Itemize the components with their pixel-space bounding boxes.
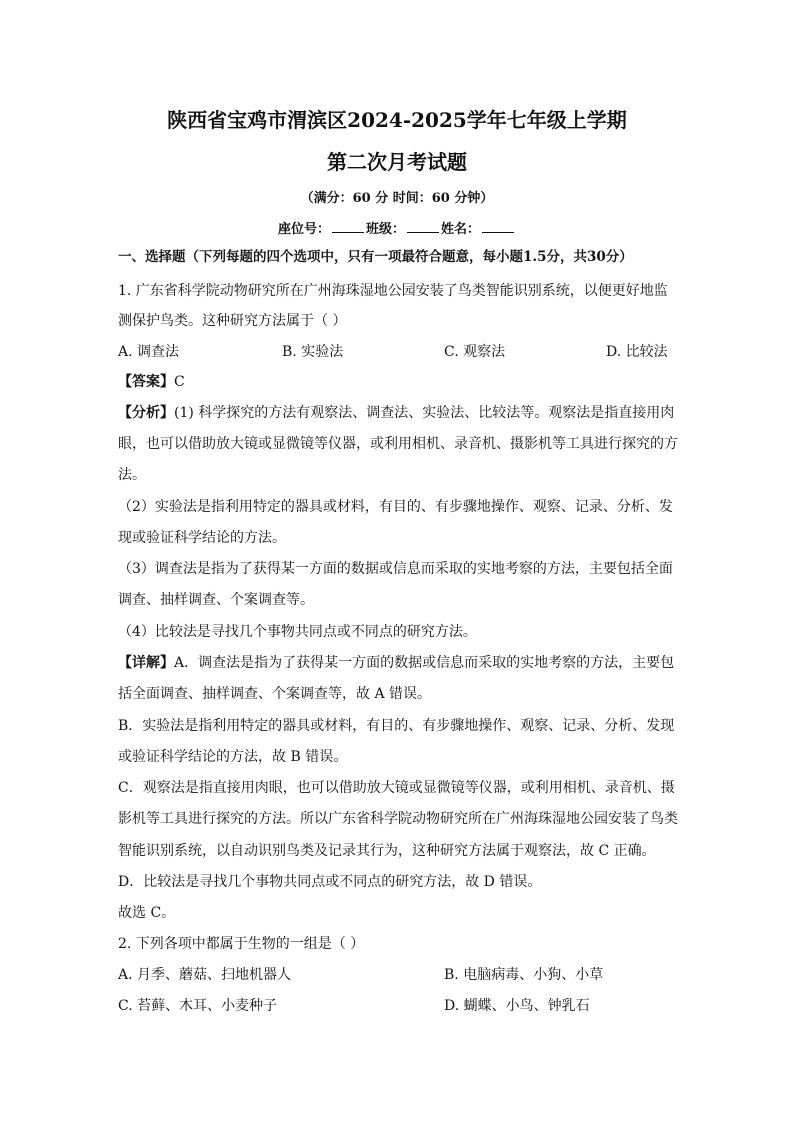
q1-analysis-line-3: 法。	[118, 467, 146, 483]
q1-detail-line-2: 括全面调查、抽样调查、个案调查等，故 A 错误。	[118, 686, 432, 702]
seat-label: 座位号：	[277, 222, 330, 237]
analysis-text: (1) 科学探究的方法有观察法、调查法、实验法、比较法等。观察法是指直接用肉	[174, 405, 675, 421]
q1-option-c: C. 观察法	[444, 344, 506, 360]
q1-detail-line-8: D．比较法是寻找几个事物共同点或不同点的研究方法，故 D 错误。	[118, 874, 542, 890]
name-blank[interactable]	[482, 220, 514, 233]
q1-detail-line-1	[118, 653, 678, 673]
title-line-1: 陕西省宝鸡市渭滨区2024-2025学年七年级上学期	[167, 108, 627, 132]
exam-meta: （满分：60 分 时间：60 分钟）	[300, 191, 494, 206]
detail-tag: 【详解】	[118, 655, 174, 671]
q1-option-b: B. 实验法	[282, 344, 344, 360]
answer-value: C	[174, 374, 185, 390]
q1-stem-line-2: 测保护鸟类。这种研究方法属于（ ）	[118, 313, 347, 329]
q1-detail-line-9: 故选 C。	[118, 905, 176, 921]
q1-detail-line-5: C．观察法是指直接用肉眼，也可以借助放大镜或显微镜等仪器，或利用相机、录音机、摄	[118, 780, 675, 796]
name-label: 姓名：	[441, 222, 481, 237]
q1-analysis-line-4: （2）实验法是指利用特定的器具或材料，有目的、有步骤地操作、观察、记录、分析、发	[118, 499, 673, 515]
student-info-line	[0, 218, 794, 237]
q1-stem-line-1: 1. 广东省科学院动物研究所在广州海珠湿地公园安装了鸟类智能识别系统，以便更好地监	[118, 283, 668, 299]
section-heading: 一、选择题（下列每题的四个选项中，只有一项最符合题意，每小题1.5分，共30分）	[118, 249, 633, 265]
seat-blank[interactable]	[332, 220, 364, 233]
q2-option-b: B. 电脑病毒、小狗、小草	[444, 967, 604, 983]
answer-tag: 【答案】	[118, 374, 174, 390]
title-line-2: 第二次月考试题	[327, 150, 467, 174]
q1-analysis-line-2: 眼，也可以借助放大镜或显微镜等仪器，或利用相机、录音机、摄影机等工具进行探究的方	[118, 436, 678, 452]
q1-analysis-line-6: （3）调查法是指为了获得某一方面的数据或信息而采取的实地考察的方法，主要包括全面	[118, 561, 673, 577]
q2-stem: 2. 下列各项中都属于生物的一组是（ ）	[118, 936, 365, 952]
q1-analysis-line-5: 现或验证科学结论的方法。	[118, 530, 286, 546]
q1-answer	[118, 372, 678, 392]
q2-option-d: D. 蝴蝶、小鸟、钟乳石	[444, 998, 590, 1014]
q1-detail-line-7: 智能识别系统，以自动识别鸟类及记录其行为，这种研究方法属于观察法，故 C 正确。	[118, 843, 656, 859]
analysis-tag: 【分析】	[118, 405, 174, 421]
q1-analysis-line-8: （4）比较法是寻找几个事物共同点或不同点的研究方法。	[118, 624, 477, 640]
detail-text: A．调查法是指为了获得某一方面的数据或信息而采取的实地考察的方法，主要包	[174, 655, 675, 671]
q2-option-a: A. 月季、蘑菇、扫地机器人	[118, 967, 292, 983]
q1-detail-line-6: 影机等工具进行探究的方法。所以广东省科学院动物研究所在广州海珠湿地公园安装了鸟类	[118, 811, 678, 827]
q2-option-c: C. 苔藓、木耳、小麦种子	[118, 998, 278, 1014]
q1-detail-line-4: 或验证科学结论的方法，故 B 错误。	[118, 749, 348, 765]
class-label: 班级：	[365, 222, 405, 237]
q1-option-d: D. 比较法	[606, 344, 668, 360]
class-blank[interactable]	[407, 220, 439, 233]
q1-option-a: A. 调查法	[118, 344, 180, 360]
q1-analysis-line-7: 调查、抽样调查、个案调查等。	[118, 592, 314, 608]
q1-detail-line-3: B．实验法是指利用特定的器具或材料，有目的、有步骤地操作、观察、记录、分析、发现	[118, 718, 675, 734]
q1-analysis-line-1	[118, 403, 678, 423]
